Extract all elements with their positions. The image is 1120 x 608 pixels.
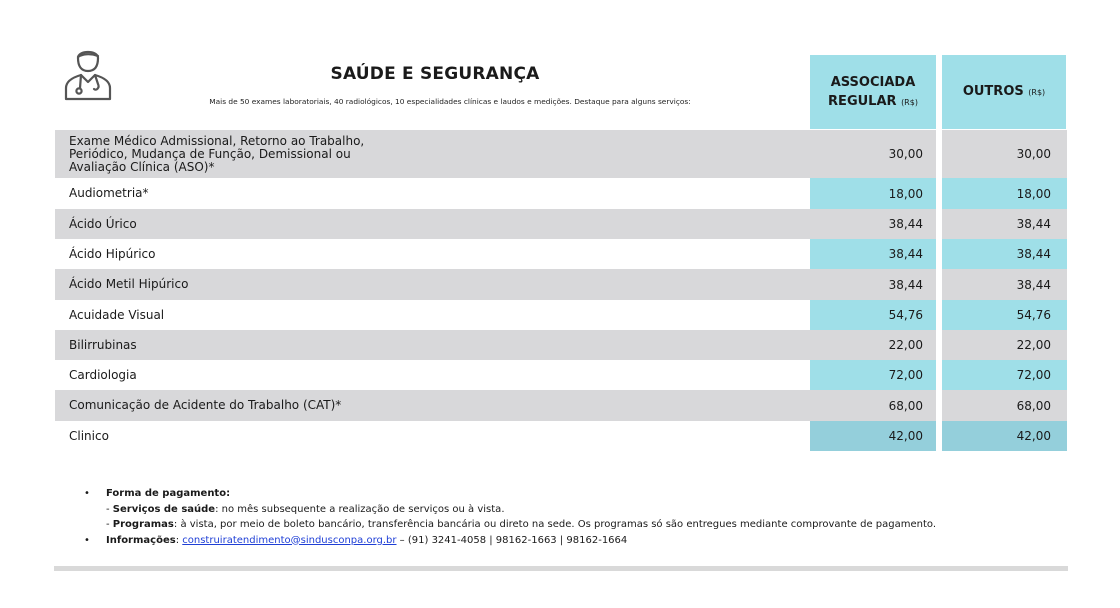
price-outros: 38,44 [942,239,1067,269]
row-label: Bilirrubinas [55,330,810,360]
table-row [55,390,1067,421]
table-row [55,130,1067,178]
price-associada: 38,44 [810,269,936,300]
programs-text: : à vista, por meio de boleto bancário, transferência bancária ou direto na sede. Os programas só são entregues mediante comprovante de pagamento. [173,519,937,530]
dash: - [106,503,113,515]
row-label: Exame Médico Admissional, Retorno ao Trabalho, Periódico, Mudança de Função, Demissional ou Avaliação Clínica (ASO)* [55,130,810,178]
column-header-associada-line2: REGULAR [828,93,897,109]
row-label: Audiometria* [55,178,810,209]
column-header-outros [942,55,1066,129]
price-outros: 54,76 [942,300,1067,330]
price-associada: 68,00 [810,390,936,421]
price-outros: 18,00 [942,178,1067,209]
row-label: Acuidade Visual [55,300,810,330]
column-header-associada-line1: ASSOCIADA [830,74,916,90]
price-associada: 42,00 [810,421,936,451]
price-associada: 22,00 [810,330,936,360]
price-outros: 38,44 [942,209,1067,239]
table-row [55,330,1067,360]
programs-note [84,517,936,533]
table-row [55,360,1067,390]
table-row [55,209,1067,239]
price-outros: 68,00 [942,390,1067,421]
table-row [55,300,1067,330]
price-outros: 22,00 [942,330,1067,360]
page-title: SAÚDE E SEGURANÇA [330,64,540,84]
column-header-associada-unit: (R$) [901,97,918,107]
row-label: Ácido Hipúrico [55,239,810,269]
price-associada: 54,76 [810,300,936,330]
info-colon: : [175,534,183,546]
programs-label: Programas [112,519,174,530]
payment-title: Forma de pagamento: [106,488,231,499]
row-label: Clinico [55,421,810,451]
health-services-label: Serviços de saúde [112,503,216,515]
doctor-icon [60,44,116,102]
column-header-outros-label: OUTROS [962,84,1024,99]
bottom-divider [54,566,1068,571]
column-header-associada [810,55,936,129]
price-associada: 38,44 [810,209,936,239]
price-outros: 30,00 [942,130,1067,178]
email-link[interactable]: construiratendimento@sindusconpa.org.br [182,534,397,546]
health-services-text: : no mês subsequente a realização de serviços ou à vista. [215,503,505,515]
dash: - [106,519,113,530]
price-associada: 18,00 [810,178,936,209]
phone-numbers: – (91) 3241-4058 | 98162-1663 | 98162-1664 [396,534,628,546]
price-outros: 38,44 [942,269,1067,300]
column-header-outros-unit: (R$) [1028,88,1046,97]
page-subtitle: Mais de 50 exames laboratoriais, 40 radiológicos, 10 especialidades clínicas e laudos e medições. Destaque para alguns serviços: [209,97,691,106]
payment-notes [84,486,936,548]
table-row [55,269,1067,300]
info-bullet [84,533,936,549]
table-row [55,239,1067,269]
row-label: Cardiologia [55,360,810,390]
health-services-note [84,502,936,518]
row-label: Ácido Metil Hipúrico [55,269,810,300]
price-associada: 30,00 [810,130,936,178]
price-outros: 42,00 [942,421,1067,451]
price-outros: 72,00 [942,360,1067,390]
price-associada: 72,00 [810,360,936,390]
info-label: Informações [106,534,176,546]
table-row [55,178,1067,209]
row-label: Comunicação de Acidente do Trabalho (CAT)* [55,390,810,421]
payment-bullet [84,486,936,502]
price-associada: 38,44 [810,239,936,269]
row-label: Ácido Úrico [55,209,810,239]
table-row [55,421,1067,451]
